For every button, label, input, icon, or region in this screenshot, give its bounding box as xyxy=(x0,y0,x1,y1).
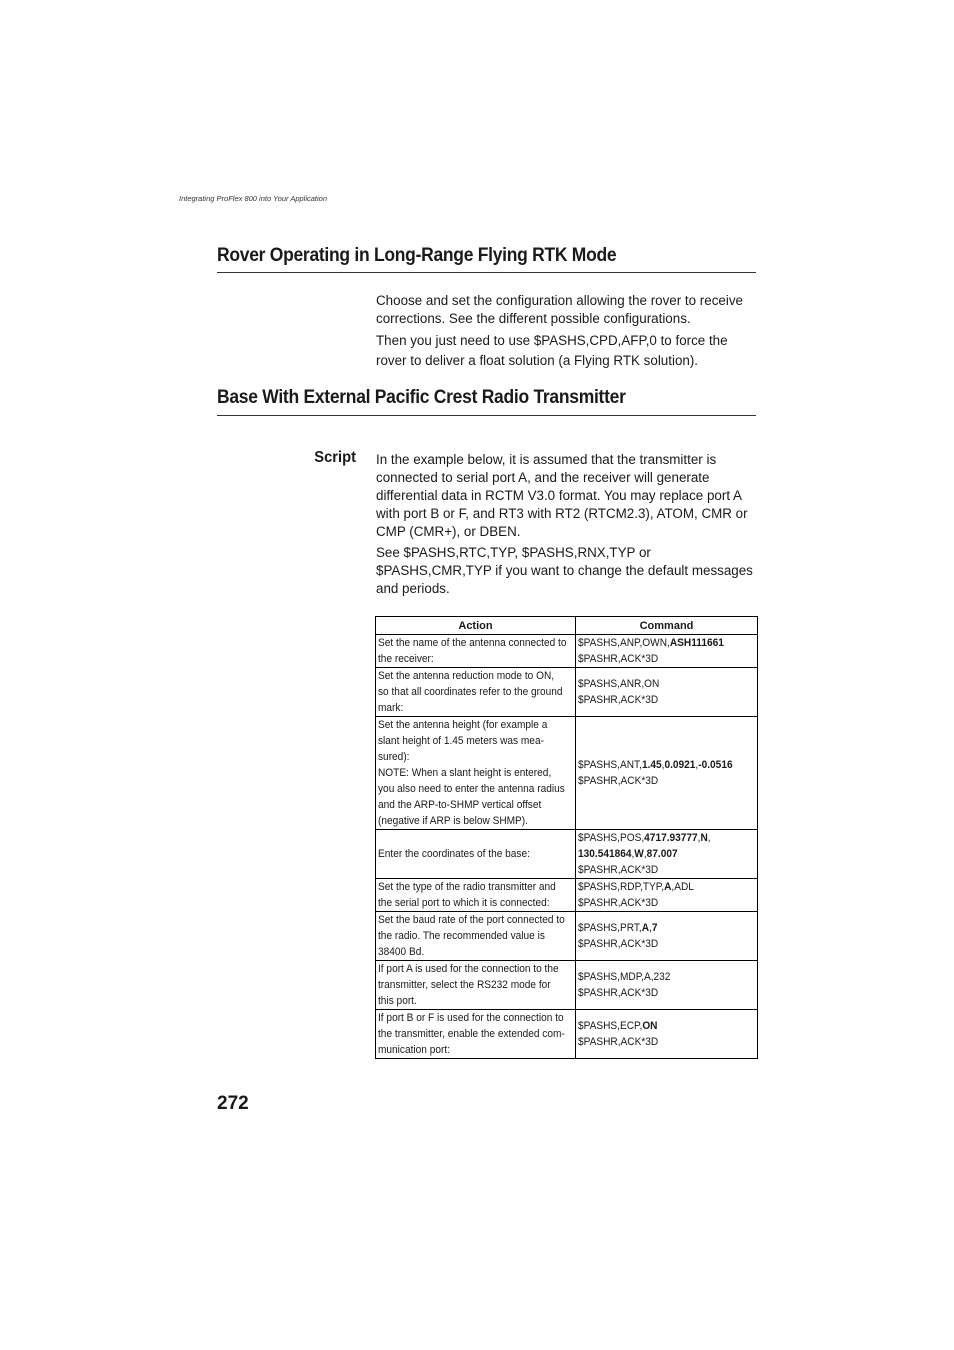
action-text-line: the radio. The recommended value is xyxy=(378,930,545,942)
command-table xyxy=(375,616,758,1059)
command-value-bold: ON xyxy=(642,1020,658,1032)
command-value-bold: ASH111661 xyxy=(669,637,724,649)
action-text-line: munication port: xyxy=(378,1044,451,1056)
command-cell xyxy=(576,1010,758,1059)
table-row xyxy=(376,635,758,668)
command-cell xyxy=(576,668,758,717)
command-text: $PASHS,MDP,A,232 xyxy=(578,971,671,983)
command-text-line xyxy=(578,879,754,895)
section1-body xyxy=(376,292,758,374)
command-text: , xyxy=(661,759,665,771)
command-cell xyxy=(576,830,758,879)
table-row xyxy=(376,961,758,1010)
action-cell xyxy=(376,1010,576,1059)
command-text-line xyxy=(578,920,754,936)
command-text-line xyxy=(578,830,754,846)
action-text-line: and the ARP-to-SHMP vertical offset xyxy=(378,799,542,811)
action-text-line: the receiver: xyxy=(378,653,434,665)
command-text-line xyxy=(578,862,754,878)
section-title-rover-flying-rtk: Rover Operating in Long-Range Flying RTK Mode xyxy=(217,245,617,266)
command-cell xyxy=(576,717,758,830)
command-cell xyxy=(576,635,758,668)
command-text: $PASHS,ANR,ON xyxy=(578,678,660,690)
command-value-bold: W xyxy=(634,848,644,860)
table-body xyxy=(376,635,758,1059)
command-value-bold: 0.0921 xyxy=(664,759,696,771)
action-text-line: Set the type of the radio transmitter and xyxy=(378,881,556,893)
command-cell xyxy=(576,961,758,1010)
action-text-line: transmitter, select the RS232 mode for xyxy=(378,979,551,991)
command-text: , xyxy=(695,759,699,771)
running-header: Integrating ProFlex 800 into Your Application xyxy=(179,194,328,203)
table-row xyxy=(376,717,758,830)
table-header-row xyxy=(376,617,758,635)
table-row xyxy=(376,668,758,717)
action-text-line: (negative if ARP is below SHMP). xyxy=(378,815,528,827)
paragraph: Choose and set the configuration allowing the rover to receive corrections. See the different possible configurations. xyxy=(376,293,743,326)
command-text-line xyxy=(578,969,754,985)
action-text-line: the serial port to which it is connected: xyxy=(378,897,550,909)
action-text-line: you also need to enter the antenna radius xyxy=(378,783,565,795)
command-value-bold: -0.0516 xyxy=(698,759,733,771)
command-value-bold: 1.45 xyxy=(641,759,662,771)
command-value-bold: A xyxy=(664,881,672,893)
action-text-line: the transmitter, enable the extended com- xyxy=(378,1028,565,1040)
action-text-line: If port B or F is used for the connection to xyxy=(378,1012,564,1024)
command-text: $PASHR,ACK*3D xyxy=(578,864,659,876)
command-text: $PASHR,ACK*3D xyxy=(578,897,659,909)
command-text: , xyxy=(649,922,652,934)
table-row xyxy=(376,830,758,879)
command-value-bold: 130.541864 xyxy=(578,848,632,860)
action-cell xyxy=(376,668,576,717)
command-value-bold: 7 xyxy=(651,922,658,934)
page-number: 272 xyxy=(217,1093,249,1114)
table-row xyxy=(376,1010,758,1059)
command-text: $PASHR,ACK*3D xyxy=(578,653,659,665)
title-underline xyxy=(217,272,756,273)
command-text: $PASHS,ANT, xyxy=(578,759,642,771)
section-title-base-pacific-crest: Base With External Pacific Crest Radio Transmitter xyxy=(217,387,626,408)
action-text-line: mark: xyxy=(378,702,404,714)
command-value-bold: 4717.93777 xyxy=(644,832,698,844)
command-text: $PASHR,ACK*3D xyxy=(578,694,659,706)
command-text-line xyxy=(578,1018,754,1034)
command-text-line xyxy=(578,773,754,789)
command-text: $PASHS,ANP,OWN, xyxy=(578,637,670,649)
action-text-line: so that all coordinates refer to the ground xyxy=(378,686,563,698)
section2-body xyxy=(376,451,758,601)
command-text: $PASHR,ACK*3D xyxy=(578,1036,659,1048)
command-text: , xyxy=(631,848,635,860)
command-text-line xyxy=(578,985,754,1001)
command-text: $PASHS,PRT, xyxy=(578,922,642,934)
command-text: $PASHS,ECP, xyxy=(578,1020,643,1032)
action-text-line: Set the name of the antenna connected to xyxy=(378,637,567,649)
table-row xyxy=(376,879,758,912)
command-text-line xyxy=(578,651,754,667)
command-text-line xyxy=(578,692,754,708)
action-cell xyxy=(376,879,576,912)
command-text-line xyxy=(578,757,754,773)
action-text-line: NOTE: When a slant height is entered, xyxy=(378,767,552,779)
action-text-line: Set the antenna height (for example a xyxy=(378,719,548,731)
table-row xyxy=(376,912,758,961)
action-text-line: Set the antenna reduction mode to ON, xyxy=(378,670,555,682)
action-cell xyxy=(376,961,576,1010)
command-text: , xyxy=(697,832,701,844)
action-text-line: Set the baud rate of the port connected to xyxy=(378,914,565,926)
command-text: $PASHR,ACK*3D xyxy=(578,987,659,999)
title-underline xyxy=(217,415,756,416)
command-text: ,ADL xyxy=(671,881,694,893)
command-text-line xyxy=(578,846,754,862)
command-text: $PASHR,ACK*3D xyxy=(578,775,659,787)
command-value-bold: A xyxy=(641,922,650,934)
action-cell xyxy=(376,717,576,830)
paragraph: Then you just need to use $PASHS,CPD,AFP,0 to force the rover to deliver a float solution (a Flying RTK solution). xyxy=(376,333,728,368)
command-cell xyxy=(576,879,758,912)
command-text: $PASHS,RDP,TYP, xyxy=(578,881,665,893)
column-header-action: Action xyxy=(376,617,576,635)
command-text-line xyxy=(578,635,754,651)
action-cell xyxy=(376,830,576,879)
command-cell xyxy=(576,912,758,961)
command-value-bold: N xyxy=(700,832,708,844)
side-label-script: Script xyxy=(314,449,356,466)
paragraph: See $PASHS,RTC,TYP, $PASHS,RNX,TYP or $PASHS,CMR,TYP if you want to change the default messages and periods. xyxy=(376,545,753,596)
action-text-line: this port. xyxy=(378,995,417,1007)
column-header-command: Command xyxy=(576,617,758,635)
action-text-line: sured): xyxy=(378,751,410,763)
command-value-bold: 87.007 xyxy=(646,848,678,860)
command-text: , xyxy=(643,848,647,860)
action-cell xyxy=(376,635,576,668)
action-text-line: 38400 Bd. xyxy=(378,946,425,958)
command-text-line xyxy=(578,936,754,952)
command-text-line xyxy=(578,895,754,911)
command-text-line xyxy=(578,676,754,692)
command-text-line xyxy=(578,1034,754,1050)
action-text-line: Enter the coordinates of the base: xyxy=(378,848,530,860)
action-text-line: slant height of 1.45 meters was mea- xyxy=(378,735,544,747)
command-text: , xyxy=(707,832,711,844)
action-cell xyxy=(376,912,576,961)
command-text: $PASHR,ACK*3D xyxy=(578,938,659,950)
action-text-line: If port A is used for the connection to the xyxy=(378,963,559,975)
paragraph: In the example below, it is assumed that the transmitter is connected to serial port A, and the receiver will generate differential data in RCTM V3.0 format. You may replace port A with port B or F, and RT3 with RT2 (RTCM2.3), ATOM, CMR or CMP (CMR+), or DBEN. xyxy=(376,452,748,539)
command-text: $PASHS,POS, xyxy=(578,832,645,844)
